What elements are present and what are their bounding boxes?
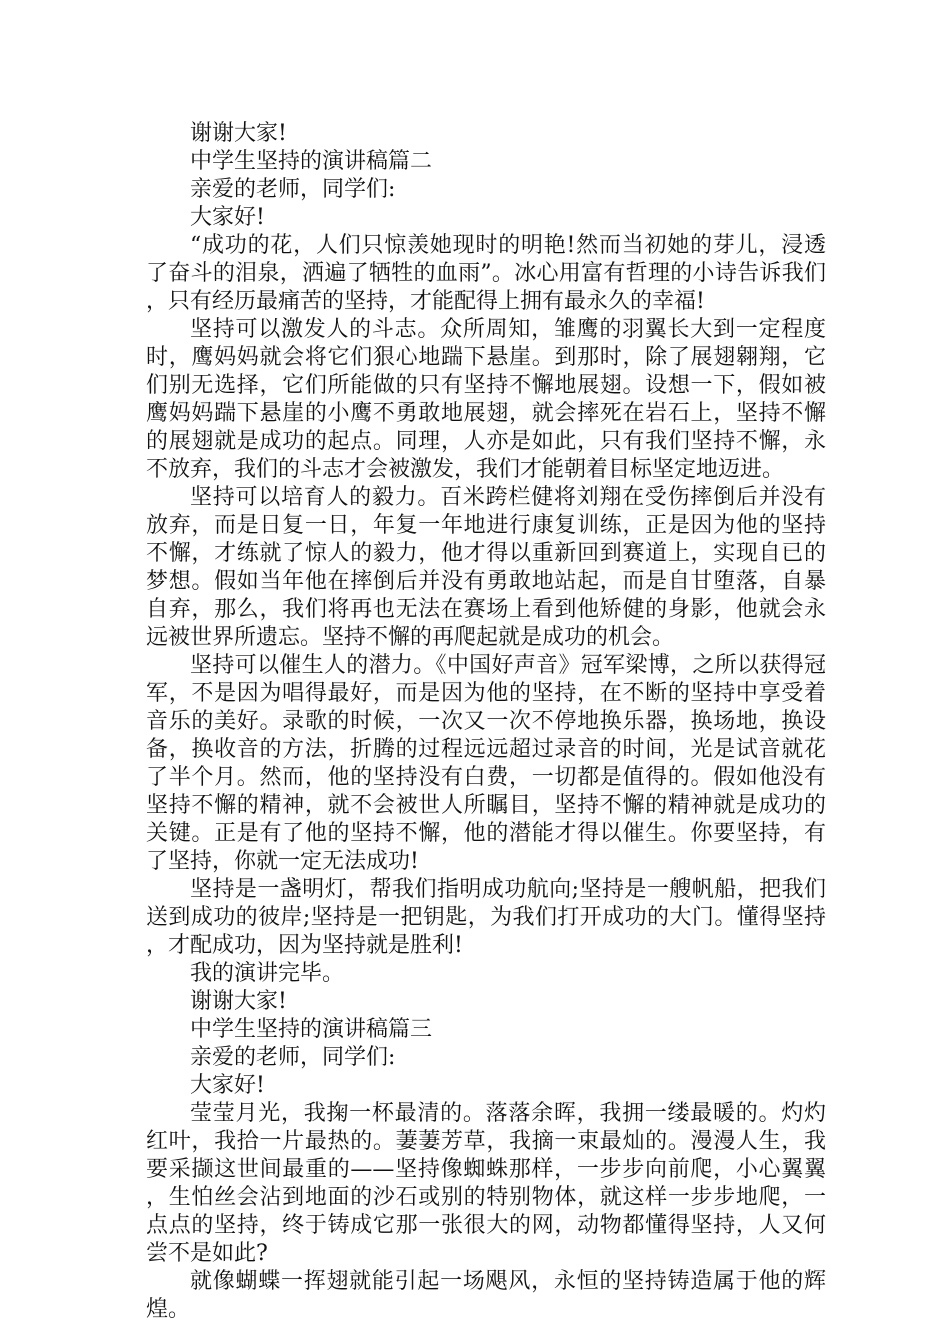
- body-paragraph: “成功的花，人们只惊羡她现时的明艳!然而当初她的芽儿，浸透了奋斗的泪泉，洒遍了牺牲的血雨”。冰心用富有哲理的小诗告诉我们，只有经历最痛苦的坚持，才能配得上拥有最永久的幸福!: [146, 233, 826, 314]
- salutation: 亲爱的老师，同学们:: [190, 1045, 396, 1070]
- body-paragraph: 莹莹月光，我掬一杯最清的。落落余晖，我拥一缕最暖的。灼灼红叶，我拾一片最热的。萋萋芳草，我摘一束最灿的。漫漫人生，我要采撷这世间最重的——坚持像蜘蛛那样，一步步向前爬，小心翼翼，生怕丝会沾到地面的沙石或别的特别物体，就这样一步步地爬，一点点的坚持，终于铸成它那一张很大的网，动物都懂得坚持，人又何尝不是如此?: [146, 1101, 826, 1266]
- closing-thanks: 谢谢大家!: [190, 121, 287, 146]
- greeting: 大家好!: [190, 205, 265, 230]
- section-heading: 中学生坚持的演讲稿篇二: [190, 149, 433, 174]
- body-paragraph: 坚持可以培育人的毅力。百米跨栏健将刘翔在受伤摔倒后并没有放弃，而是日复一日，年复一年地进行康复训练，正是因为他的坚持不懈，才练就了惊人的毅力，他才得以重新回到赛道上，实现自已的梦想。假如当年他在摔倒后并没有勇敢地站起，而是自甘堕落，自暴自弃，那么，我们将再也无法在赛场上看到他矫健的身影，他就会永远被世界所遗忘。坚持不懈的再爬起就是成功的机会。: [146, 485, 826, 650]
- closing-thanks: 谢谢大家!: [190, 989, 287, 1014]
- document-page: [146, 120, 826, 1324]
- section-heading: 中学生坚持的演讲稿篇三: [190, 1017, 433, 1042]
- body-paragraph: 坚持可以激发人的斗志。众所周知，雏鹰的羽翼长大到一定程度时，鹰妈妈就会将它们狠心地踹下悬崖。到那时，除了展翅翱翔，它们别无选择，它们所能做的只有坚持不懈地展翅。设想一下，假如被鹰妈妈踹下悬崖的小鹰不勇敢地展翅，就会摔死在岩石上，坚持不懈的展翅就是成功的起点。同理，人亦是如此，只有我们坚持不懈，永不放弃，我们的斗志才会被激发，我们才能朝着目标坚定地迈进。: [146, 317, 826, 482]
- body-paragraph: 坚持可以催生人的潜力。《中国好声音》冠军梁博，之所以获得冠军，不是因为唱得最好，而是因为他的坚持，在不断的坚持中享受着音乐的美好。录歌的时候，一次又一次不停地换乐器，换场地，换设备，换收音的方法，折腾的过程远远超过录音的时间，光是试音就花了半个月。然而，他的坚持没有白费，一切都是值得的。假如他没有坚持不懈的精神，就不会被世人所瞩目，坚持不懈的精神就是成功的关键。正是有了他的坚持不懈，他的潜能才得以催生。你要坚持，有了坚持，你就一定无法成功!: [146, 653, 826, 874]
- speech-end: 我的演讲完毕。: [190, 961, 345, 986]
- body-paragraph: 坚持是一盏明灯，帮我们指明成功航向;坚持是一艘帆船，把我们送到成功的彼岸;坚持是一把钥匙，为我们打开成功的大门。懂得坚持，才配成功，因为坚持就是胜利!: [146, 877, 826, 958]
- salutation: 亲爱的老师，同学们:: [190, 177, 396, 202]
- greeting: 大家好!: [190, 1073, 265, 1098]
- body-paragraph: 就像蝴蝶一挥翅就能引起一场飓风，永恒的坚持铸造属于他的辉煌。: [146, 1269, 826, 1322]
